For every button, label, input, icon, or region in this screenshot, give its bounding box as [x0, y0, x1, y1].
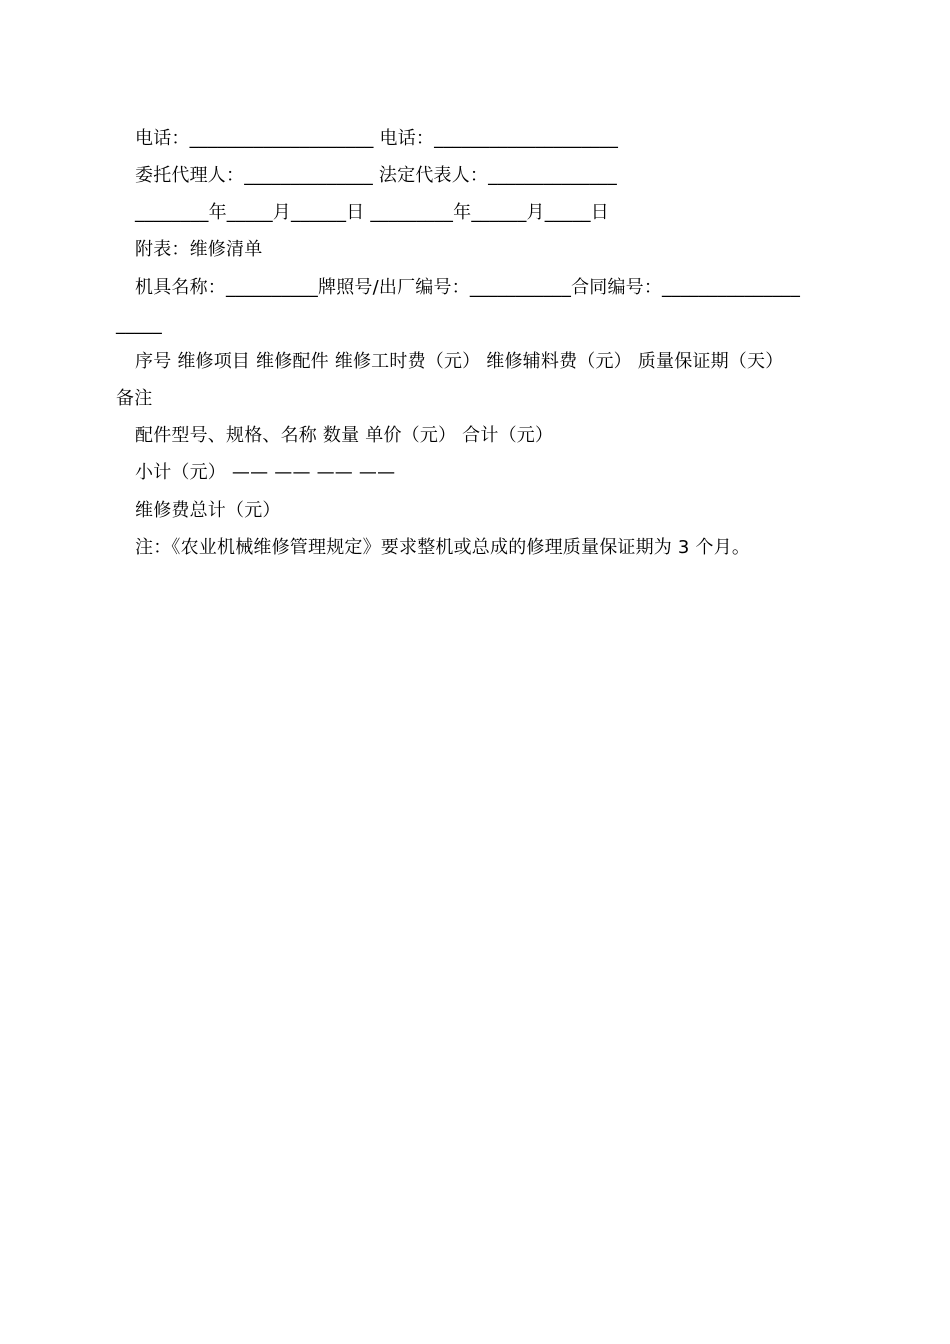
phone-line: 电话：____________________ 电话：____________________: [135, 128, 619, 149]
remarks-header: 备注: [116, 388, 153, 409]
machine-info-continuation: _____: [116, 314, 162, 335]
note-line: 注：《农业机械维修管理规定》要求整机或总成的修理质量保证期为 3 个月。: [135, 537, 751, 558]
appendix-title: 附表：维修清单: [135, 239, 263, 260]
total-line: 维修费总计（元）: [135, 500, 281, 521]
agent-representative-line: 委托代理人：______________ 法定代表人：______________: [135, 165, 617, 186]
parts-header: 配件型号、规格、名称 数量 单价（元） 合计（元）: [135, 425, 554, 446]
date-line: ________年_____月______日 _________年______月_____日: [135, 202, 609, 223]
repair-table-header: 序号 维修项目 维修配件 维修工时费（元） 维修辅料费（元） 质量保证期（天）: [135, 351, 784, 372]
machine-info-line: 机具名称：__________牌照号/出厂编号：___________合同编号：_______________: [135, 277, 801, 298]
subtotal-line: 小计（元） —— —— —— ——: [135, 462, 396, 483]
